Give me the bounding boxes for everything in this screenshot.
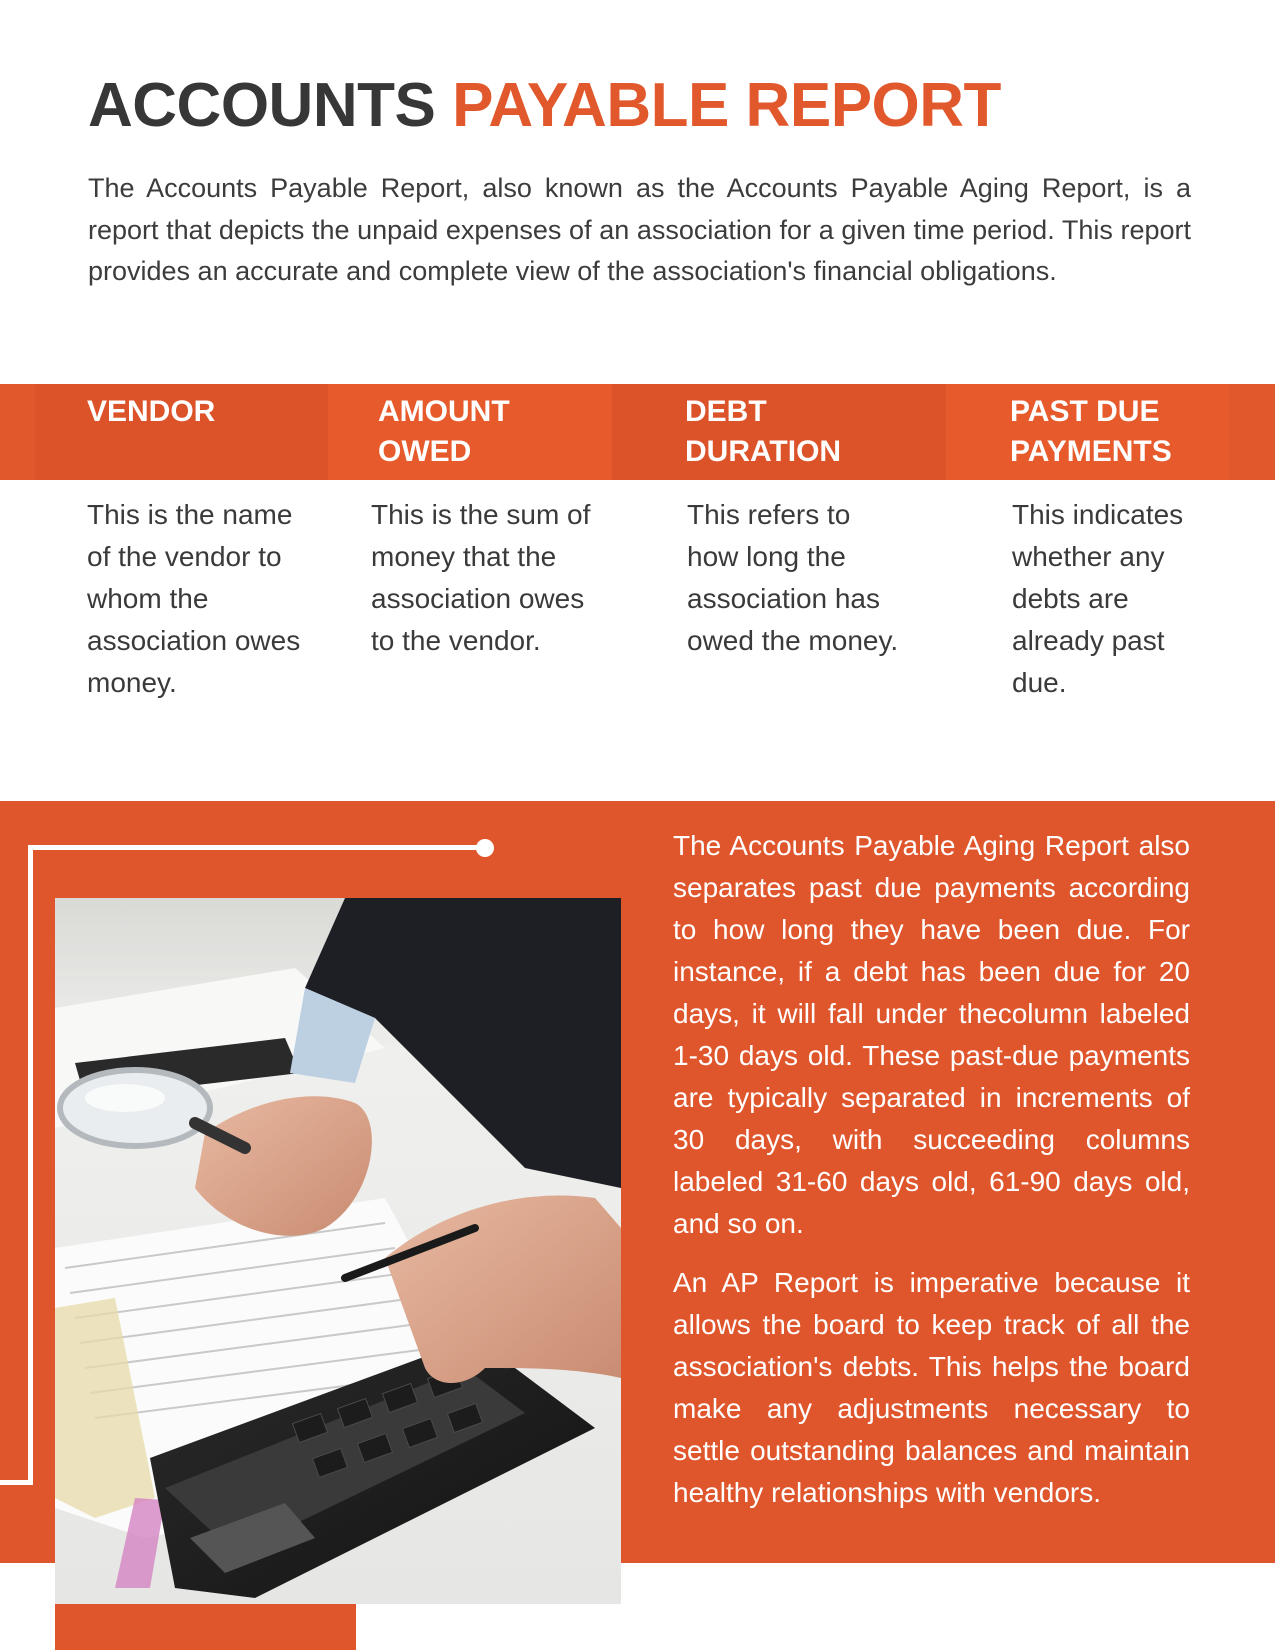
column-header-debt-duration — [612, 384, 946, 480]
title-accent-part: PAYABLE REPORT — [452, 71, 1001, 140]
calculator-photo — [55, 898, 621, 1604]
column-body-vendor: This is the name of the vendor to whom the association owes money. — [87, 499, 301, 698]
column-header-past-due — [946, 384, 1229, 480]
column-header-past-due-label: PAST DUE PAYMENTS — [1010, 395, 1172, 468]
decorative-frame-top-line — [28, 845, 484, 850]
column-body-amount-owed: This is the sum of money that the association owes to the vendor. — [371, 499, 591, 656]
column-header-vendor — [35, 384, 328, 480]
details-paragraph-importance: An AP Report is imperative because it allows the board to keep track of all the association's debts. This helps the board make any adjustments necessary to settle outstanding balances and maintain healthy relationships with vendors. — [673, 1267, 1190, 1508]
column-body-debt-duration: This refers to how long the association has owed the money. — [687, 499, 899, 656]
title-dark-part: ACCOUNTS — [88, 71, 436, 140]
page-title — [88, 70, 1001, 141]
decorative-frame-side-line — [28, 845, 33, 1485]
column-header-amount-owed — [328, 384, 612, 480]
column-header-amount-owed-label: AMOUNT OWED — [378, 395, 510, 468]
decorative-frame-bottom-line — [0, 1480, 33, 1485]
intro-paragraph: The Accounts Payable Report, also known as the Accounts Payable Aging Report, is a report that depicts the unpaid expenses of an association for a given time period. This report provides an accurate and complete view of the association's financial obligations. — [88, 173, 1191, 286]
details-paragraph-aging: The Accounts Payable Aging Report also separates past due payments according to how long they have been due. For instance, if a debt has been due for 20 days, it will fall under thecolumn labeled 1-30 days old. These past-due payments are typically separated in increments of 30 days, with succeeding columns labeled 31-60 days old, 61-90 days old, and so on. — [673, 830, 1190, 1239]
column-header-debt-duration-label: DEBT DURATION — [685, 395, 842, 468]
column-header-vendor-label: VENDOR — [87, 395, 216, 428]
column-body-past-due: This indicates whether any debts are already past due. — [1012, 499, 1184, 698]
bottom-accent-bar — [55, 1604, 356, 1650]
decorative-frame-dot — [476, 839, 494, 857]
